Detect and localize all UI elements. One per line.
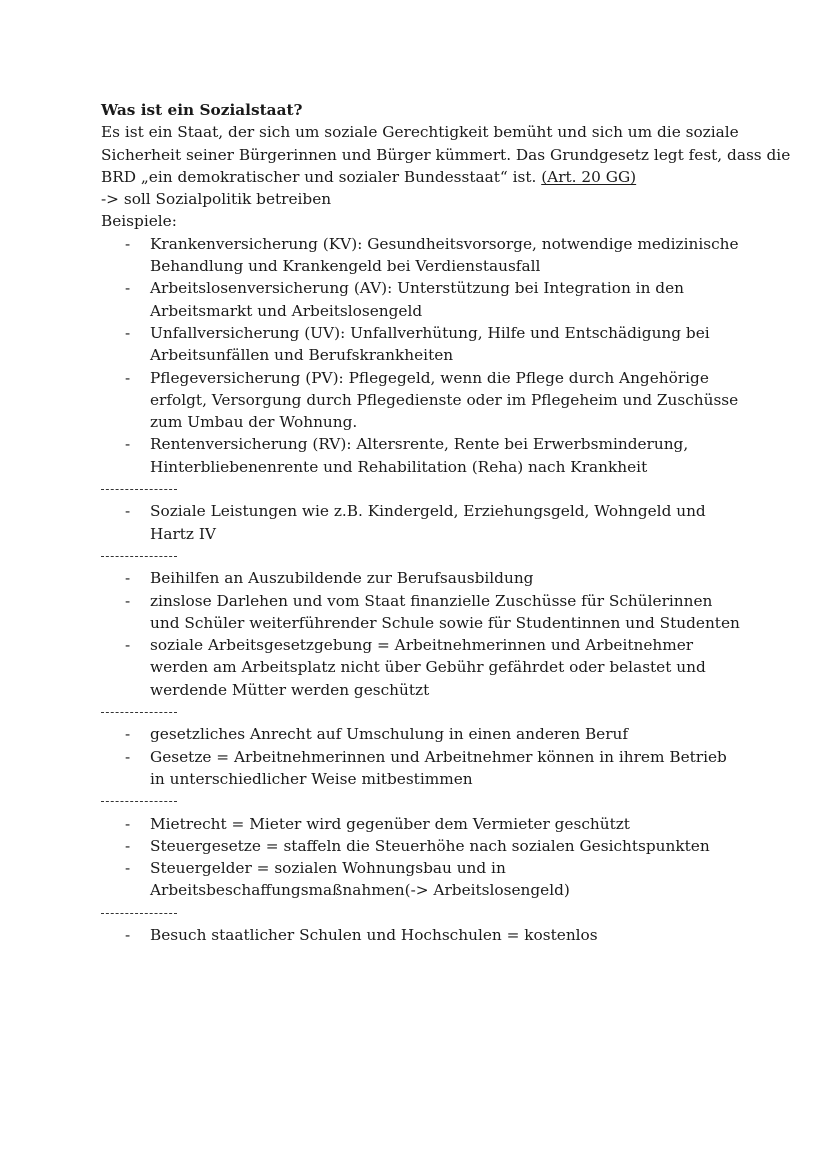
list-item-text: zinslose Darlehen und vom Staat finanzielle Zuschüsse für Schülerinnen und Schüler weiterführender Schule sowie für Studentinnen und Studenten (150, 591, 740, 632)
list-item (101, 924, 741, 946)
list-group-tax-housing (101, 813, 741, 902)
dash-bullet: - (125, 569, 131, 588)
separator-line (101, 556, 177, 557)
dash-bullet: - (125, 747, 131, 766)
dash-bullet: - (125, 502, 131, 521)
list-item (101, 634, 741, 701)
dash-bullet: - (125, 636, 131, 655)
list-item (101, 590, 741, 635)
separator-line (101, 801, 177, 802)
separator-line (101, 712, 177, 713)
list-group-education (101, 567, 741, 701)
list-group-schools (101, 924, 741, 946)
dash-bullet: - (125, 368, 131, 387)
intro-line-4: -> soll Sozialpolitik betreiben (101, 190, 332, 209)
list-item-text: gesetzliches Anrecht auf Umschulung in einen anderen Beruf (150, 725, 629, 744)
list-item-text: Arbeitslosenversicherung (AV): Unterstützung bei Integration in den Arbeitsmarkt und Arbeitslosengeld (150, 279, 684, 320)
examples-label: Beispiele: (101, 212, 177, 231)
list-item (101, 857, 741, 902)
list-item (101, 813, 741, 835)
list-item-text: Steuergelder = sozialen Wohnungsbau und in Arbeitsbeschaffungsmaßnahmen(-> Arbeitslosengeld) (150, 859, 570, 900)
dash-bullet: - (125, 925, 131, 944)
section-separator (101, 478, 741, 500)
dash-bullet: - (125, 279, 131, 298)
article-reference-link[interactable]: (Art. 20 GG) (541, 167, 637, 186)
intro-line-1: Es ist ein Staat, der sich um soziale Gerechtigkeit bemüht und sich um die soziale (101, 123, 739, 142)
section-separator (101, 545, 741, 567)
section-separator (101, 790, 741, 812)
dash-bullet: - (125, 725, 131, 744)
list-item (101, 233, 741, 278)
list-item-text: Mietrecht = Mieter wird gegenüber dem Vermieter geschützt (150, 814, 630, 833)
list-item-text: Beihilfen an Auszubildende zur Berufsausbildung (150, 569, 534, 588)
list-item-text: Gesetze = Arbeitnehmerinnen und Arbeitnehmer können in ihrem Betrieb in unterschiedlicher Weise mitbestimmen (150, 747, 727, 788)
list-item (101, 723, 741, 745)
separator-line (101, 913, 177, 914)
dash-bullet: - (125, 859, 131, 878)
document-page (101, 99, 791, 946)
intro-line-3-text: BRD „ein demokratischer und sozialer Bundesstaat“ ist. (101, 167, 542, 186)
list-item-text: soziale Arbeitsgesetzgebung = Arbeitnehmerinnen und Arbeitnehmer werden am Arbeitsplatz nicht über Gebühr gefährdet oder belastet und werdende Mütter werden geschützt (150, 636, 706, 699)
list-item (101, 322, 741, 367)
list-item (101, 500, 741, 545)
page-title: Was ist ein Sozialstaat? (101, 101, 303, 119)
list-item (101, 835, 741, 857)
list-item-text: Rentenversicherung (RV): Altersrente, Rente bei Erwerbsminderung, Hinterbliebenenrente und Rehabilitation (Reha) nach Krankheit (150, 435, 689, 476)
section-separator (101, 902, 741, 924)
list-item (101, 277, 741, 322)
list-group-labour (101, 723, 741, 790)
dash-bullet: - (125, 234, 131, 253)
list-item-text: Unfallversicherung (UV): Unfallverhütung, Hilfe und Entschädigung bei Arbeitsunfällen und Berufskrankheiten (150, 323, 710, 365)
list-item-text: Pflegeversicherung (PV): Pflegegeld, wenn die Pflege durch Angehörige erfolgt, Versorgung durch Pflegedienste oder im Pflegeheim und Zuschüsse zum Umbau der Wohnung. (150, 368, 739, 432)
list-group-insurances (101, 233, 741, 478)
intro-line-2: Sicherheit seiner Bürgerinnen und Bürger kümmert. Das Grundgesetz legt fest, dass die (101, 145, 791, 164)
list-item-text: Steuergesetze = staffeln die Steuerhöhe nach sozialen Gesichtspunkten (150, 836, 710, 855)
list-item-text: Besuch staatlicher Schulen und Hochschulen = kostenlos (150, 925, 598, 944)
dash-bullet: - (125, 323, 131, 342)
list-item (101, 367, 741, 434)
list-item (101, 433, 741, 478)
separator-line (101, 489, 177, 490)
dash-bullet: - (125, 814, 131, 833)
intro-line-3 (101, 166, 741, 188)
dash-bullet: - (125, 591, 131, 610)
list-item-text: Krankenversicherung (KV): Gesundheitsvorsorge, notwendige medizinische Behandlung und Krankengeld bei Verdienstausfall (150, 234, 739, 276)
list-item-text: Soziale Leistungen wie z.B. Kindergeld, Erziehungsgeld, Wohngeld und Hartz IV (150, 502, 706, 543)
dash-bullet: - (125, 836, 131, 855)
list-item (101, 567, 741, 589)
section-separator (101, 701, 741, 723)
list-group-benefits (101, 500, 741, 545)
list-item (101, 746, 741, 791)
dash-bullet: - (125, 435, 131, 454)
